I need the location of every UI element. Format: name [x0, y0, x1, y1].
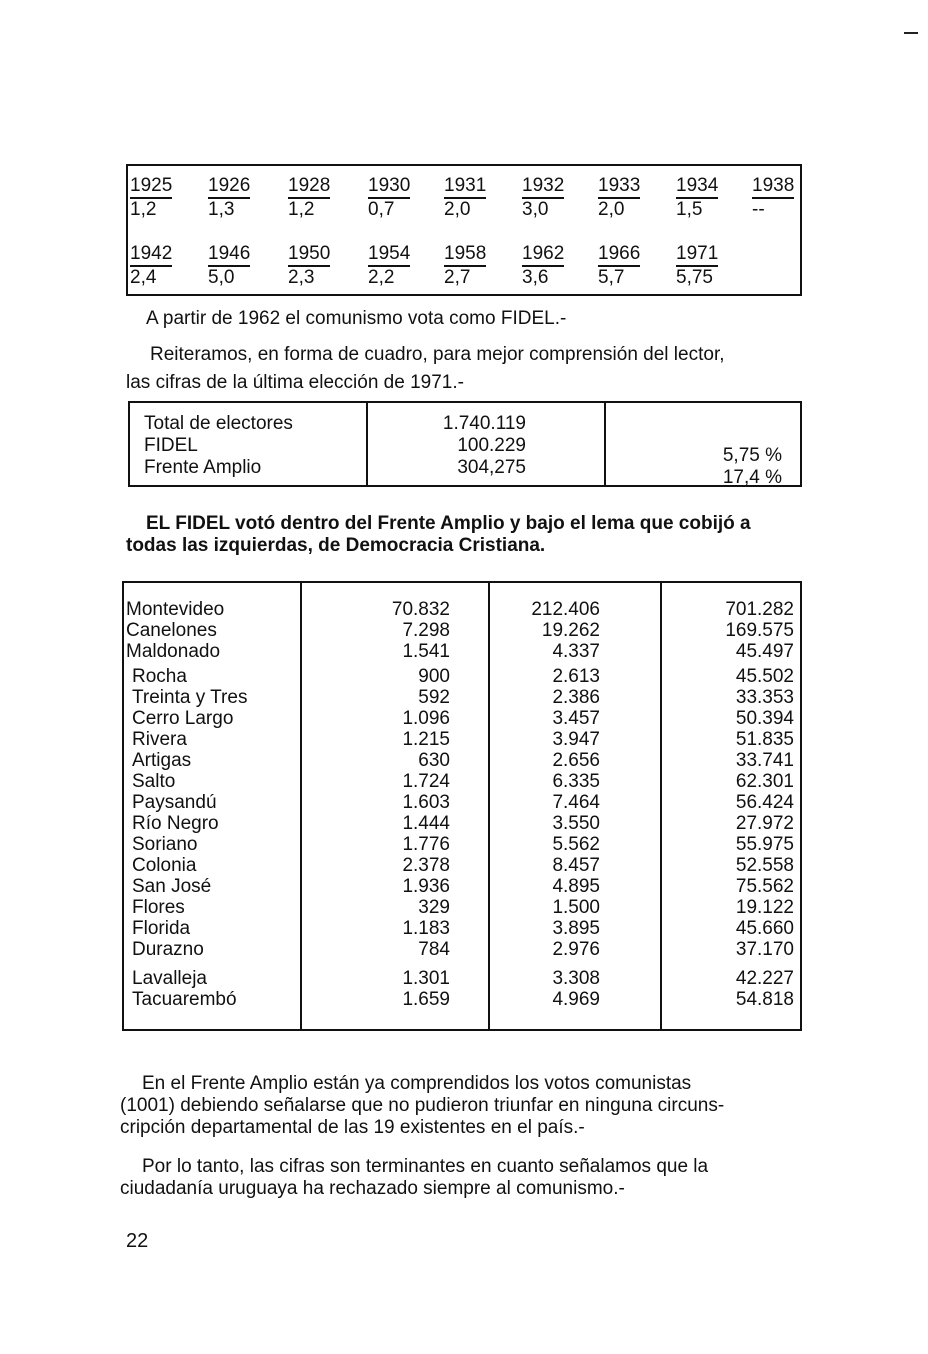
year-value: 2,0 [598, 199, 625, 220]
years-table [126, 164, 802, 296]
year-cell [208, 176, 278, 220]
vote-count: 1.541 [402, 641, 450, 662]
vote-count: 45.502 [735, 666, 794, 687]
totals-table [128, 401, 802, 487]
department-name: Colonia [132, 855, 197, 876]
department-name: Artigas [132, 750, 192, 771]
table-row [124, 876, 800, 897]
page-number: 22 [126, 1230, 149, 1252]
year-cell [288, 176, 358, 220]
year-value: 5,75 [676, 267, 713, 288]
departments-table [122, 581, 802, 1031]
vote-count: 3.550 [552, 813, 600, 834]
vote-count: 630 [418, 750, 450, 771]
totals-label: FIDEL [144, 435, 198, 456]
vote-count: 70.832 [391, 599, 450, 620]
department-name: Tacuarembó [132, 989, 237, 1010]
totals-value: 100.229 [457, 435, 526, 456]
vote-count: 592 [418, 687, 450, 708]
year-cell [130, 244, 200, 288]
vote-count: 7.464 [552, 792, 600, 813]
vote-count: 2.976 [552, 939, 600, 960]
vote-count: 7.298 [402, 620, 450, 641]
vote-count: 33.741 [735, 750, 794, 771]
paragraph-conclusion-line2: ciudadanía uruguaya ha rechazado siempre al comunismo.- [120, 1178, 625, 1199]
vote-count: 4.895 [552, 876, 600, 897]
table-row [124, 989, 800, 1010]
department-name: Lavalleja [132, 968, 207, 989]
year-cell [368, 244, 438, 288]
year-label: 1946 [208, 244, 250, 267]
year-cell [522, 176, 592, 220]
paragraph-1962: A partir de 1962 el comunismo vota como FIDEL.- [146, 308, 567, 329]
department-name: Paysandú [132, 792, 217, 813]
table-row [124, 771, 800, 792]
department-name: Montevideo [126, 599, 225, 620]
vote-count: 62.301 [735, 771, 794, 792]
year-cell [368, 176, 438, 220]
table-row [124, 620, 800, 641]
department-name: Rocha [132, 666, 187, 687]
year-value: -- [752, 199, 765, 220]
department-name: Maldonado [126, 641, 221, 662]
totals-value: 1.740.119 [442, 413, 526, 434]
vote-count: 56.424 [735, 792, 794, 813]
vote-count: 4.969 [552, 989, 600, 1010]
vote-count: 1.603 [402, 792, 450, 813]
vote-count: 45.497 [735, 641, 794, 662]
table-row [124, 813, 800, 834]
vote-count: 2.656 [552, 750, 600, 771]
year-label: 1926 [208, 176, 250, 199]
table-row [124, 666, 800, 687]
vote-count: 55.975 [735, 834, 794, 855]
vote-count: 1.776 [402, 834, 450, 855]
year-label: 1931 [444, 176, 486, 199]
year-value: 5,7 [598, 267, 625, 288]
vote-count: 6.335 [552, 771, 600, 792]
vote-count: 2.613 [552, 666, 600, 687]
vote-count: 3.895 [552, 918, 600, 939]
table-row [124, 855, 800, 876]
year-value: 3,6 [522, 267, 549, 288]
paragraph-reiteramos-line2: las cifras de la última elección de 1971.- [126, 372, 464, 393]
table-row [124, 897, 800, 918]
year-label: 1934 [676, 176, 718, 199]
vote-count: 51.835 [735, 729, 794, 750]
year-cell [598, 244, 668, 288]
year-label: 1958 [444, 244, 486, 267]
table-row [124, 641, 800, 662]
paragraph-fidel-line1: EL FIDEL votó dentro del Frente Amplio y bajo el lema que cobijó a [146, 513, 751, 534]
vote-count: 1.215 [402, 729, 450, 750]
vote-count: 52.558 [735, 855, 794, 876]
year-cell [444, 176, 514, 220]
year-value: 1,5 [676, 199, 703, 220]
year-label: 1930 [368, 176, 410, 199]
year-value: 2,7 [444, 267, 471, 288]
year-label: 1933 [598, 176, 640, 199]
vote-count: 4.337 [552, 641, 600, 662]
year-label: 1950 [288, 244, 330, 267]
year-value: 5,0 [208, 267, 235, 288]
vote-count: 1.183 [402, 918, 450, 939]
year-cell [444, 244, 514, 288]
table-row [124, 918, 800, 939]
table-row [124, 708, 800, 729]
table-row [124, 792, 800, 813]
vote-count: 2.378 [402, 855, 450, 876]
year-cell [208, 244, 278, 288]
vote-count: 42.227 [735, 968, 794, 989]
year-value: 1,3 [208, 199, 235, 220]
year-label: 1954 [368, 244, 410, 267]
year-value: 0,7 [368, 199, 395, 220]
vote-count: 784 [418, 939, 450, 960]
year-cell [598, 176, 668, 220]
department-name: Flores [132, 897, 185, 918]
year-label: 1925 [130, 176, 172, 199]
year-label: 1942 [130, 244, 172, 267]
year-value: 2,2 [368, 267, 395, 288]
vote-count: 8.457 [552, 855, 600, 876]
vote-count: 37.170 [735, 939, 794, 960]
totals-percent: 5,75 % [722, 445, 782, 466]
table-row [124, 750, 800, 771]
year-cell [522, 244, 592, 288]
year-label: 1932 [522, 176, 564, 199]
vote-count: 3.457 [552, 708, 600, 729]
vote-count: 701.282 [725, 599, 794, 620]
year-label: 1971 [676, 244, 718, 267]
paragraph-conclusion-line1: Por lo tanto, las cifras son terminantes en cuanto señalamos que la [142, 1156, 709, 1177]
table-row [124, 834, 800, 855]
year-cell [676, 244, 746, 288]
vote-count: 5.562 [552, 834, 600, 855]
table-row [124, 939, 800, 960]
table-row [124, 729, 800, 750]
vote-count: 2.386 [552, 687, 600, 708]
paragraph-fidel-line2: todas las izquierdas, de Democracia Cristiana. [126, 535, 546, 556]
paragraph-frente-line2: (1001) debiendo señalarse que no pudieron triunfar en ninguna circuns- [120, 1095, 725, 1116]
year-value: 2,3 [288, 267, 315, 288]
vote-count: 1.659 [402, 989, 450, 1010]
vote-count: 3.308 [552, 968, 600, 989]
column-divider [366, 403, 368, 485]
totals-percent: 17,4 % [722, 467, 782, 488]
year-label: 1928 [288, 176, 330, 199]
year-cell [130, 176, 200, 220]
department-name: Salto [132, 771, 176, 792]
vote-count: 54.818 [735, 989, 794, 1010]
year-value: 2,4 [130, 267, 157, 288]
table-row [124, 687, 800, 708]
vote-count: 169.575 [725, 620, 794, 641]
department-name: San José [132, 876, 212, 897]
vote-count: 33.353 [735, 687, 794, 708]
paragraph-frente-line3: cripción departamental de las 19 existentes en el país.- [120, 1117, 585, 1138]
department-name: Soriano [132, 834, 198, 855]
vote-count: 900 [418, 666, 450, 687]
vote-count: 1.096 [402, 708, 450, 729]
vote-count: 1.444 [402, 813, 450, 834]
totals-value: 304,275 [457, 457, 526, 478]
year-value: 3,0 [522, 199, 549, 220]
year-value: 2,0 [444, 199, 471, 220]
department-name: Rivera [132, 729, 187, 750]
year-label: 1962 [522, 244, 564, 267]
year-cell [676, 176, 746, 220]
vote-count: 27.972 [735, 813, 794, 834]
table-row [124, 599, 800, 620]
department-name: Florida [132, 918, 191, 939]
year-cell [752, 176, 822, 220]
department-name: Canelones [126, 620, 217, 641]
department-name: Durazno [132, 939, 204, 960]
vote-count: 3.947 [552, 729, 600, 750]
paragraph-reiteramos-line1: Reiteramos, en forma de cuadro, para mejor comprensión del lector, [150, 344, 725, 365]
vote-count: 1.936 [402, 876, 450, 897]
vote-count: 19.122 [735, 897, 794, 918]
year-label: 1938 [752, 176, 794, 199]
margin-mark [904, 32, 918, 34]
year-label: 1966 [598, 244, 640, 267]
totals-label: Frente Amplio [144, 457, 262, 478]
vote-count: 45.660 [735, 918, 794, 939]
vote-count: 1.724 [402, 771, 450, 792]
year-value: 1,2 [130, 199, 157, 220]
vote-count: 50.394 [735, 708, 794, 729]
vote-count: 1.301 [402, 968, 450, 989]
vote-count: 19.262 [541, 620, 600, 641]
paragraph-frente-line1: En el Frente Amplio están ya comprendidos los votos comunistas [142, 1073, 692, 1094]
department-name: Treinta y Tres [132, 687, 248, 708]
table-row [124, 968, 800, 989]
year-value: 1,2 [288, 199, 315, 220]
department-name: Cerro Largo [132, 708, 234, 729]
totals-label: Total de electores [144, 413, 293, 434]
year-cell [288, 244, 358, 288]
column-divider [604, 403, 606, 485]
vote-count: 1.500 [552, 897, 600, 918]
vote-count: 329 [418, 897, 450, 918]
vote-count: 212.406 [531, 599, 600, 620]
department-name: Río Negro [132, 813, 219, 834]
vote-count: 75.562 [735, 876, 794, 897]
